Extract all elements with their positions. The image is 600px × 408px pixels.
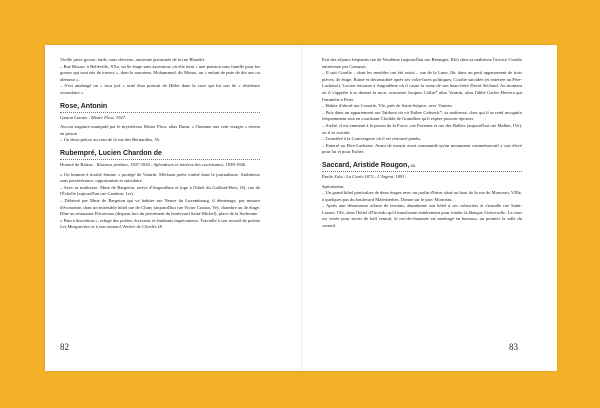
paragraph: – Habite d'abord rue Cassette, VIe, près de Saint-Sulpice, avec Vautrin. xyxy=(322,103,453,109)
paragraph: – Délaissé par Mme de Bargeton qui va habiter rue Neuve du Luxembourg, il déménage, par mesure d'économie, dans un misérable hôtel rue de Cluny (aujourd'hui rue Victor Cousin, Ve), chambre au 4e étage. Dîne au restaurant Flicoteaux (disparu lors du percement du boulevard Saint-Michel), place de la Sorbonne. xyxy=(60,197,260,217)
entry-separator: , 1837-1843 ; xyxy=(127,161,154,167)
entry-title: Saccard, Aristide Rougon, xyxy=(322,161,410,169)
page-number-right: 83 xyxy=(509,342,518,352)
entry-work: L'Archer de Charles IX xyxy=(119,224,163,230)
entry-author: Émile Zola : xyxy=(322,173,347,179)
entry-reference xyxy=(60,162,260,169)
entry-author: Gaston Leroux : xyxy=(60,114,92,120)
paragraph: – Un deux-pièces au coin de la rue des Bernardins, Ve. xyxy=(60,137,161,143)
paragraph: Spéculateur. xyxy=(322,183,345,189)
gutter xyxy=(301,45,302,371)
paragraph: « Un homme à moitié femme » protégé de Vautrin. Méchant poète tombé dans le journalisme. Ambitieux sans persévérance, opportuniste et suicidaire. xyxy=(60,171,260,184)
paragraph: – Il suit Coralie – dont les meubles ont été saisis – rue de la Lune, IIe, dans un petit appartement de trois pièces, 4e étage. Ruiné et déconsidéré après ses volte-faces politiques, Coralie suicidée (et enterrée au Père-Lachaise), Lucien retourne à Angoulême où il cause la ruine de son beau-frère David Séchard. Au moment où il s'apprête à se donner la mort, rencontre Jacques Collin* alias Vautrin, alias l'abbé Carlos Herrera qui l'emmène à Paris. xyxy=(322,70,522,102)
paragraph: – Un grand hôtel particulier de deux étages avec un jardin d'hiver situé au bout de la rue de Monceau, VIIIe, à quelques pas du boulevard Malesherbes. Donne sur le parc Monceau. xyxy=(322,190,522,202)
paragraph xyxy=(322,203,522,229)
entry-title-suffix: dit xyxy=(409,162,416,168)
entry-author: Honoré de Balzac : xyxy=(60,161,97,167)
paragraph: – Rue Bisson, à Belleville, XXe, un 6e étage sans ascenseur, où elle tient « une pension sans famille pour les gosses qui sont nés de travers », dont le narrateur, Mohammed, dit Momo, un « enfant de pute de dix ans ou alentour ». xyxy=(60,63,260,82)
entry-work: Mister Flow xyxy=(91,114,114,120)
paragraph xyxy=(60,218,260,231)
entry-reference xyxy=(60,115,260,122)
entry-work: Les Marguerites xyxy=(60,224,91,230)
text-run: « Pain à discrétion », refuge des poètes, écrivains et étudiants impécunieux. Travaille à son recueil de poème xyxy=(60,217,260,223)
paragraph: – Transféré à la Conciergerie où il est retrouvé pendu. xyxy=(322,136,421,142)
entry-year: , 1838-1846. xyxy=(223,161,247,167)
entry-year: , 1927. xyxy=(113,114,127,120)
right-page xyxy=(322,57,522,230)
paragraph: – Avec sa maîtresse, Mme de Bargeton, arrive d'Angoulême et loge à l'hôtel du Gaillard-Bois, [6], rue de l'Échelle (aujourd'hui rue Cambon, 1er). xyxy=(60,184,260,197)
paragraph: – S'est aménagé un « trou juif » orné d'un portrait de Hitler dans la cave qui lui sert de « résidence secondaire ». xyxy=(60,83,260,95)
paragraph: Avocat stagiaire manipulé par le mystérieux Mister Flow, alias Durin, « l'homme aux cent visages » retenu en prison xyxy=(60,124,260,136)
entry-year: , 1891. xyxy=(393,173,406,179)
page-number-left: 82 xyxy=(60,342,69,352)
entry-heading: Rubempré, Lucien Chardon de xyxy=(60,149,260,160)
book-spread xyxy=(45,45,557,371)
paragraph: – Enterré au Père-Lachaise. Avant de mourir avait commandé qu'un monument commémoratif y soit élevé pour lui et pour Esther. xyxy=(322,142,522,155)
paragraph: – Puis dans un appartement rue Taitbout où vit Esther Gobseck*, sa maîtresse, chez qui il se rend incognito fréquemment tout en courtisant Clotilde de Grandlieu qu'il espère pouvoir épouser xyxy=(322,109,522,122)
text-run: – Après une désastreuse affaire de terrains, abandonne son hôtel à ses créanciers et s'installe rue Saint-Lazare, IXe, dans l'hôtel d'Orviedo qu'il transforme entièrement pour fonder la xyxy=(322,203,522,215)
entry-reference xyxy=(322,174,522,181)
paragraph: Fait des séjours fréquents rue de Vendôme (aujourd'hui rue Béranger, IIIe) chez sa maîtresse l'actrice Coralie entretenue par Camusot. xyxy=(322,57,522,69)
entry-heading: Rose, Antonin xyxy=(60,102,260,113)
entry-work: Illusions perdues xyxy=(96,161,128,167)
entry-work: Splendeurs et misères des courtisanes xyxy=(153,161,224,167)
entry-work: Banque Universelle xyxy=(468,209,506,215)
text-run: et à son roman xyxy=(90,224,120,230)
text-run: . La cour est vitrée pour servir de hall central, le rez-de-chaussée est aménagé en bureaux, au premier la salle du conseil. xyxy=(322,209,522,229)
paragraph: – Arrêté, il est emmené à la prison de la Force, rue Pavenne et rue des Ballets (aujourd'hui rue Malher, IVe), où il se suicide. xyxy=(322,122,522,135)
entry-work: L'Argent xyxy=(377,173,394,179)
text-run: . xyxy=(162,224,164,230)
entry-work: La Curée xyxy=(346,173,364,179)
entry-heading xyxy=(322,161,522,172)
left-page xyxy=(60,57,260,231)
paragraph: Vieille juive grosse, laide, sans cheveux, ancienne prostituée de la rue Blondel. xyxy=(60,57,206,62)
entry-separator: ,1872 ; xyxy=(363,173,378,179)
